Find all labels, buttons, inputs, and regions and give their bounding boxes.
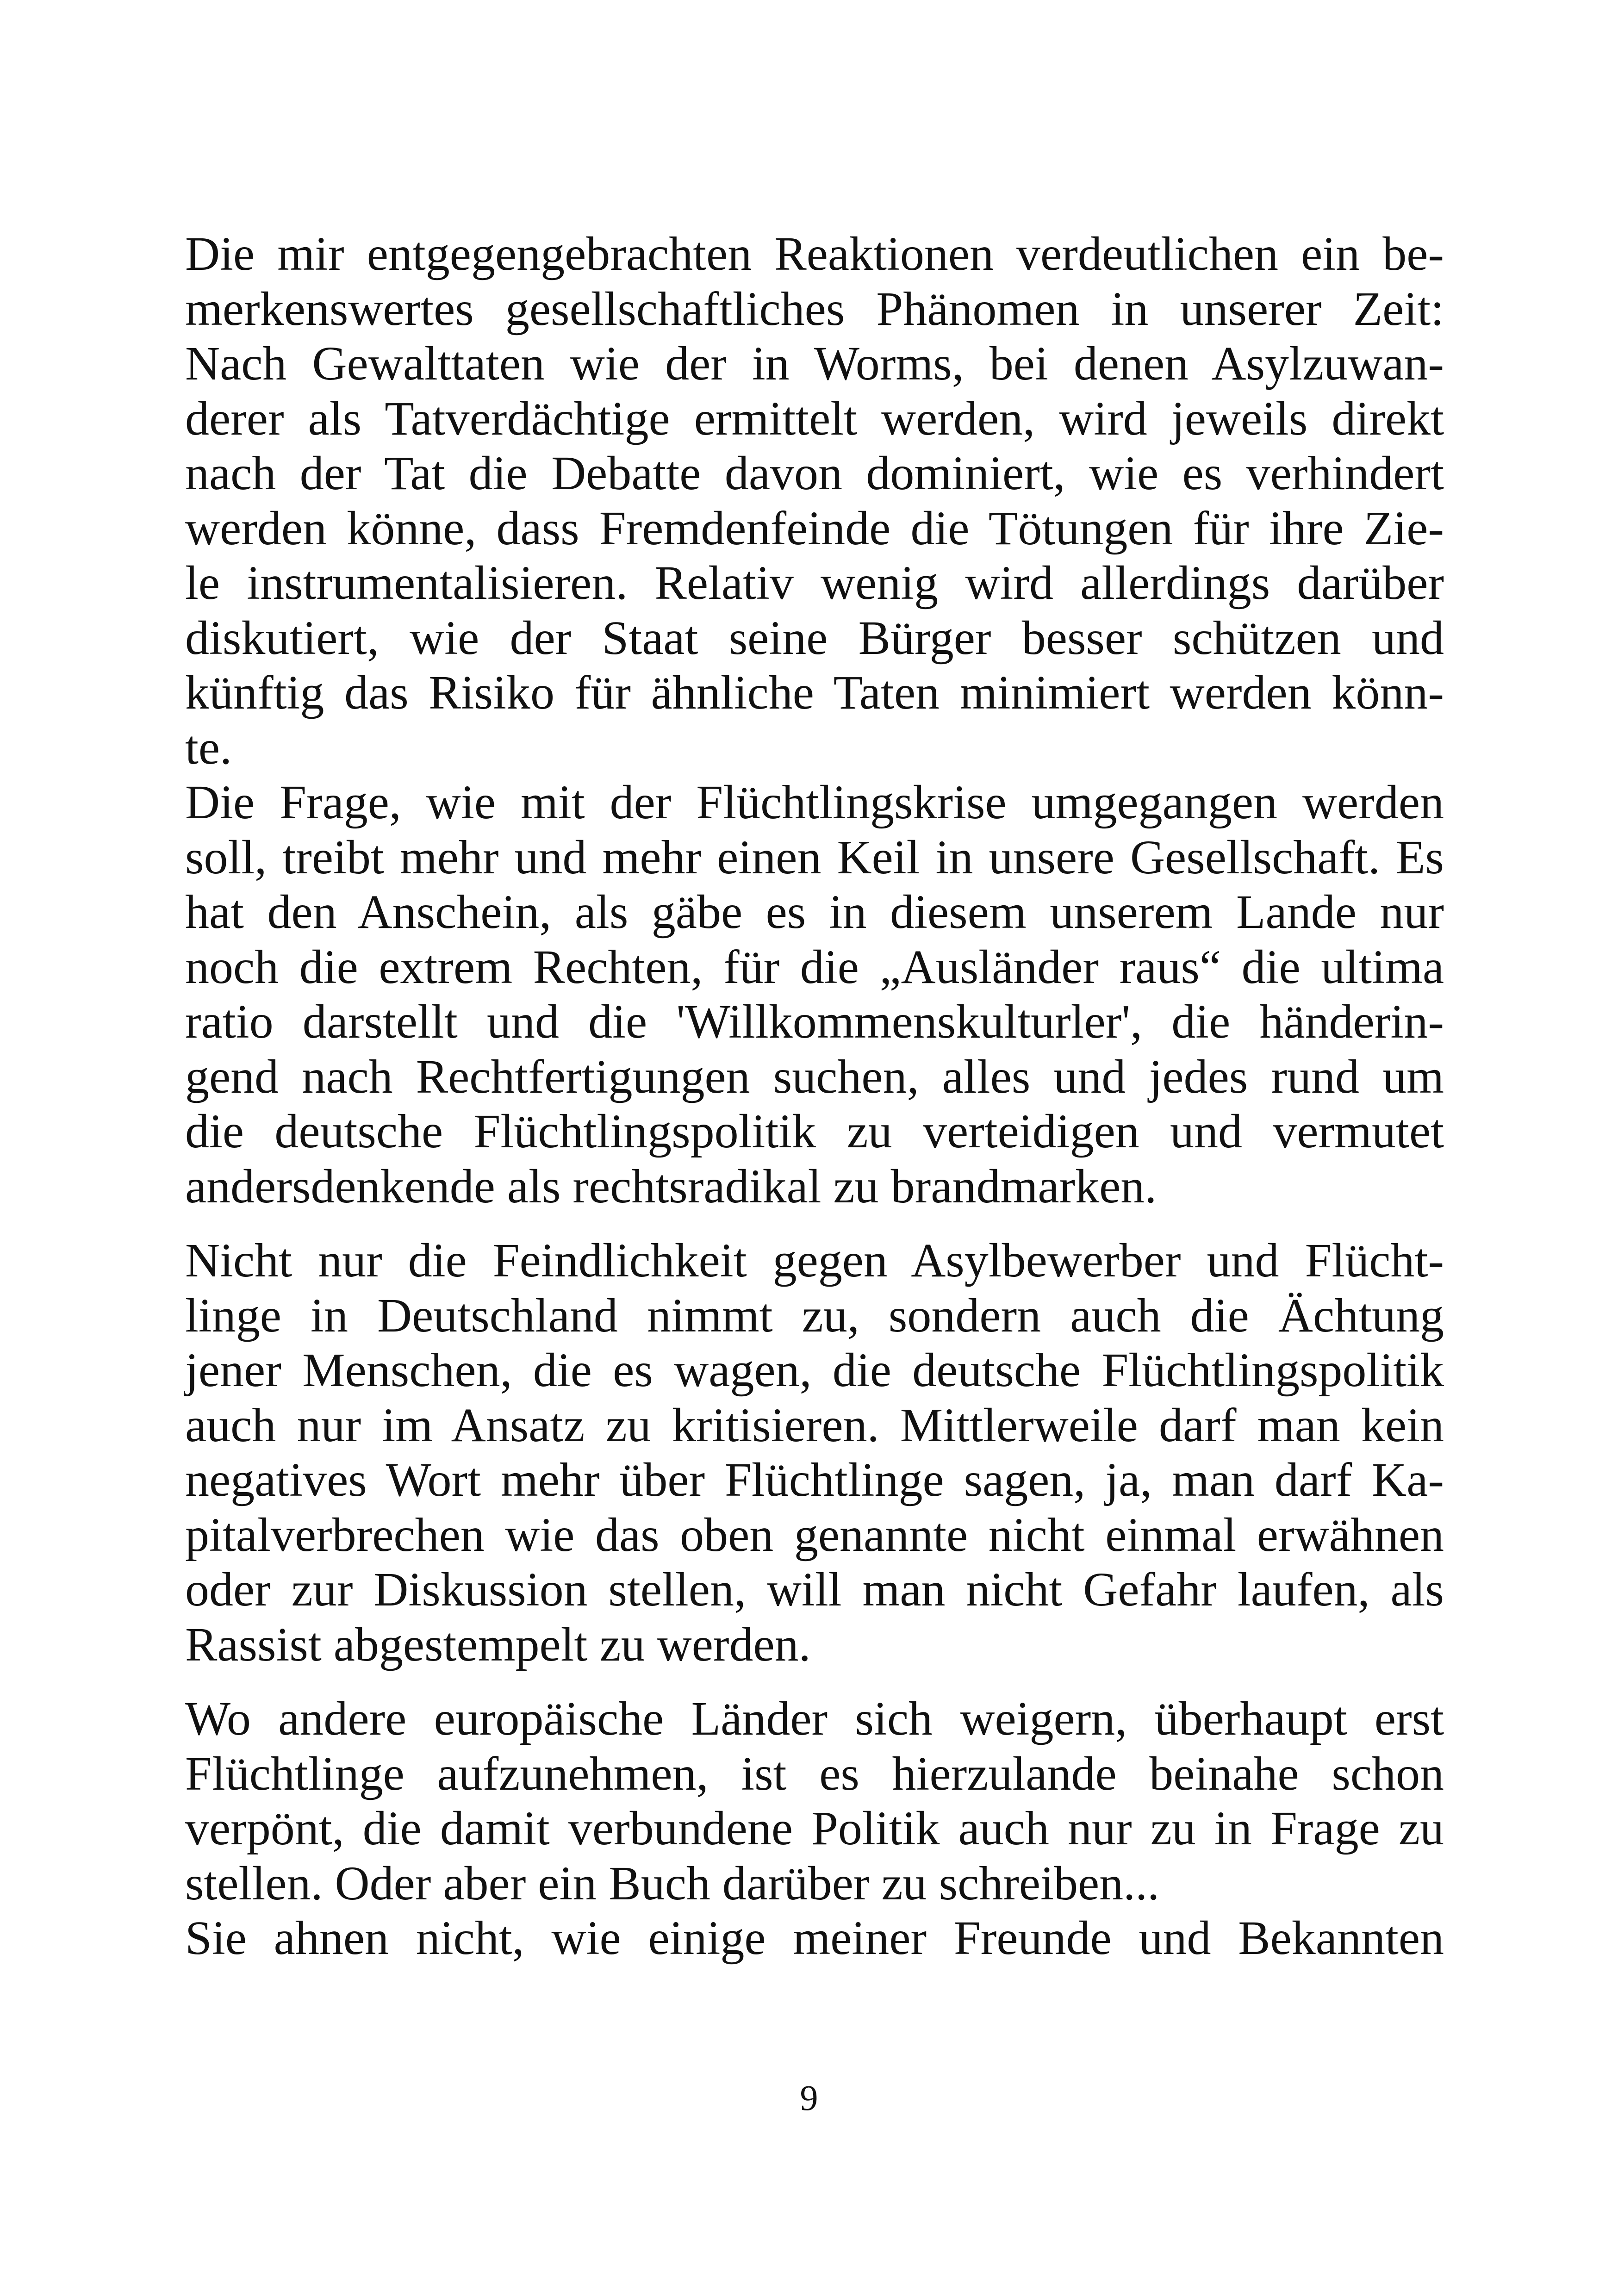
paragraph — [185, 227, 1444, 775]
text-line: auch nur im Ansatz zu kritisieren. Mittlerweile darf man kein — [185, 1398, 1444, 1452]
text-line: Rassist abgestempelt zu werden. — [185, 1618, 811, 1671]
text-line: Die mir entgegengebrachten Reaktionen verdeutlichen ein be- — [185, 227, 1444, 280]
text-line: hat den Anschein, als gäbe es in diesem unserem Lande nur — [185, 885, 1444, 939]
paragraph — [185, 1692, 1444, 1911]
page-number: 9 — [800, 2078, 818, 2118]
paragraph — [185, 1911, 1444, 1966]
text-line: Die Frage, wie mit der Flüchtlingskrise umgegangen werden — [185, 776, 1444, 829]
paragraph — [185, 775, 1444, 1214]
text-line: andersdenkende als rechtsradikal zu brandmarken. — [185, 1159, 1157, 1213]
text-line: derer als Tatverdächtige ermittelt werden, wird jeweils direkt — [185, 392, 1444, 445]
text-line: die deutsche Flüchtlingspolitik zu verteidigen und vermutet — [185, 1105, 1444, 1158]
text-line: stellen. Oder aber ein Buch darüber zu schreiben... — [185, 1856, 1160, 1910]
text-line: pitalverbrechen wie das oben genannte nicht einmal erwähnen — [185, 1508, 1444, 1562]
text-line: werden könne, dass Fremdenfeinde die Tötungen für ihre Zie- — [185, 501, 1444, 555]
text-line: jener Menschen, die es wagen, die deutsche Flüchtlingspolitik — [185, 1344, 1444, 1397]
text-line: Wo andere europäische Länder sich weigern, überhaupt erst — [185, 1692, 1444, 1745]
body-text — [185, 227, 1444, 1966]
text-line: verpönt, die damit verbundene Politik auch nur zu in Frage zu — [185, 1802, 1444, 1855]
text-line: Nach Gewalttaten wie der in Worms, bei denen Asylzuwan- — [185, 337, 1444, 390]
text-line: gend nach Rechtfertigungen suchen, alles und jedes rund um — [185, 1050, 1444, 1103]
text-line: nach der Tat die Debatte davon dominiert, wie es verhindert — [185, 447, 1444, 500]
text-line: soll, treibt mehr und mehr einen Keil in unsere Gesellschaft. Es — [185, 830, 1444, 884]
text-line: diskutiert, wie der Staat seine Bürger besser schützen und — [185, 611, 1444, 665]
text-line: ratio darstellt und die 'Willkommenskulturler', die händerin- — [185, 995, 1444, 1048]
text-line: künftig das Risiko für ähnliche Taten minimiert werden könn- — [185, 666, 1444, 719]
text-line: Flüchtlinge aufzunehmen, ist es hierzulande beinahe schon — [185, 1747, 1444, 1800]
text-line: merkenswertes gesellschaftliches Phänomen in unserer Zeit: — [185, 282, 1444, 336]
text-line: linge in Deutschland nimmt zu, sondern auch die Ächtung — [185, 1288, 1444, 1342]
text-line: te. — [185, 721, 232, 774]
text-line: noch die extrem Rechten, für die „Ausländer raus“ die ultima — [185, 940, 1444, 994]
text-line: oder zur Diskussion stellen, will man nicht Gefahr laufen, als — [185, 1563, 1444, 1616]
text-line: negatives Wort mehr über Flüchtlinge sagen, ja, man darf Ka- — [185, 1453, 1444, 1506]
text-line: Sie ahnen nicht, wie einige meiner Freunde und Bekannten — [185, 1911, 1444, 1965]
text-line: Nicht nur die Feindlichkeit gegen Asylbewerber und Flücht- — [185, 1234, 1444, 1287]
paragraph — [185, 1233, 1444, 1672]
text-line: le instrumentalisieren. Relativ wenig wird allerdings darüber — [185, 556, 1444, 610]
